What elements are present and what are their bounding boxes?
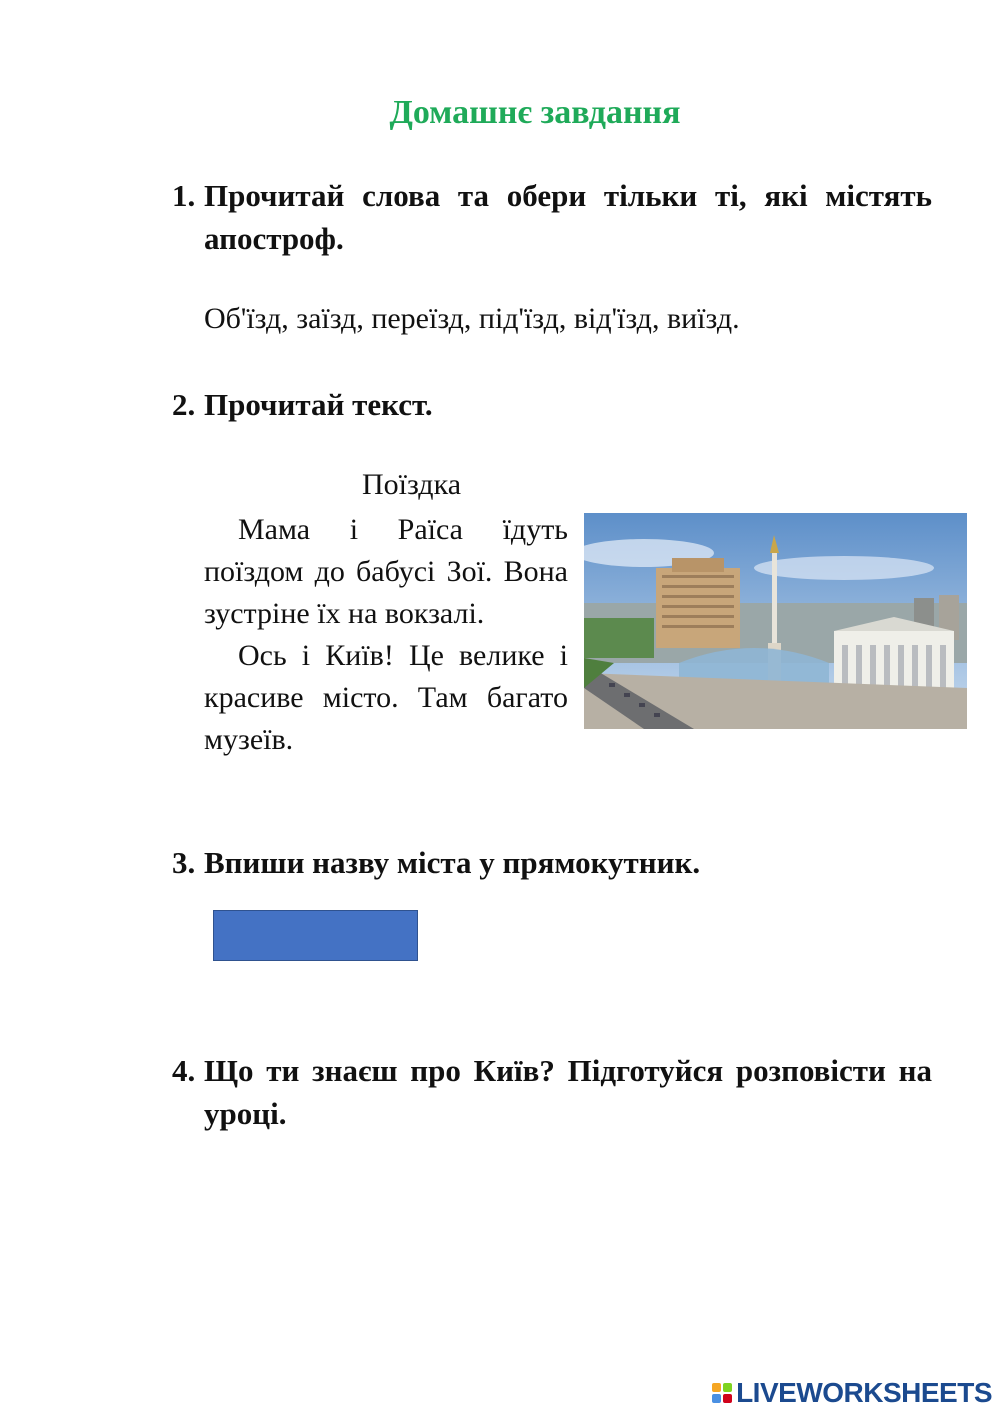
task-4 [172, 1049, 932, 1135]
story-paragraph: Ось і Київ! Це велике і красиве місто. Там багато музеїв. [204, 639, 568, 756]
story-paragraph: Мама і Раїса їдуть поїздом до бабусі Зої. Вона зустріне їх на вокзалі. [204, 513, 568, 630]
liveworksheets-brand [712, 1377, 992, 1409]
page-title: Домашнє завдання [389, 94, 681, 131]
task-1 [172, 174, 932, 260]
kyiv-photo [584, 513, 967, 729]
story-title: Поїздка [362, 468, 462, 501]
task-text: Прочитай текст. [204, 387, 433, 422]
liveworksheets-logo-icon [712, 1383, 732, 1403]
word-list: Об'їзд, заїзд, переїзд, під'їзд, від'їзд, виїзд. [204, 302, 740, 335]
task-number: 1. [172, 178, 196, 213]
task-text: Що ти знаєш про Київ? Підготуйся розповісти на уроці. [204, 1053, 932, 1131]
story-text [204, 509, 568, 761]
city-answer-box[interactable] [213, 910, 418, 961]
brand-name: LIVEWORKSHEETS [736, 1377, 992, 1408]
task-text: Впиши назву міста у прямокутник. [204, 845, 701, 880]
kyiv-square-illustration [584, 513, 967, 729]
task-text: Прочитай слова та обери тільки ті, які містять апостроф. [204, 178, 932, 256]
task-2 [172, 383, 932, 426]
task-3 [172, 841, 932, 884]
task-number: 2. [172, 387, 196, 422]
task-number: 4. [172, 1053, 196, 1088]
task-number: 3. [172, 845, 196, 880]
